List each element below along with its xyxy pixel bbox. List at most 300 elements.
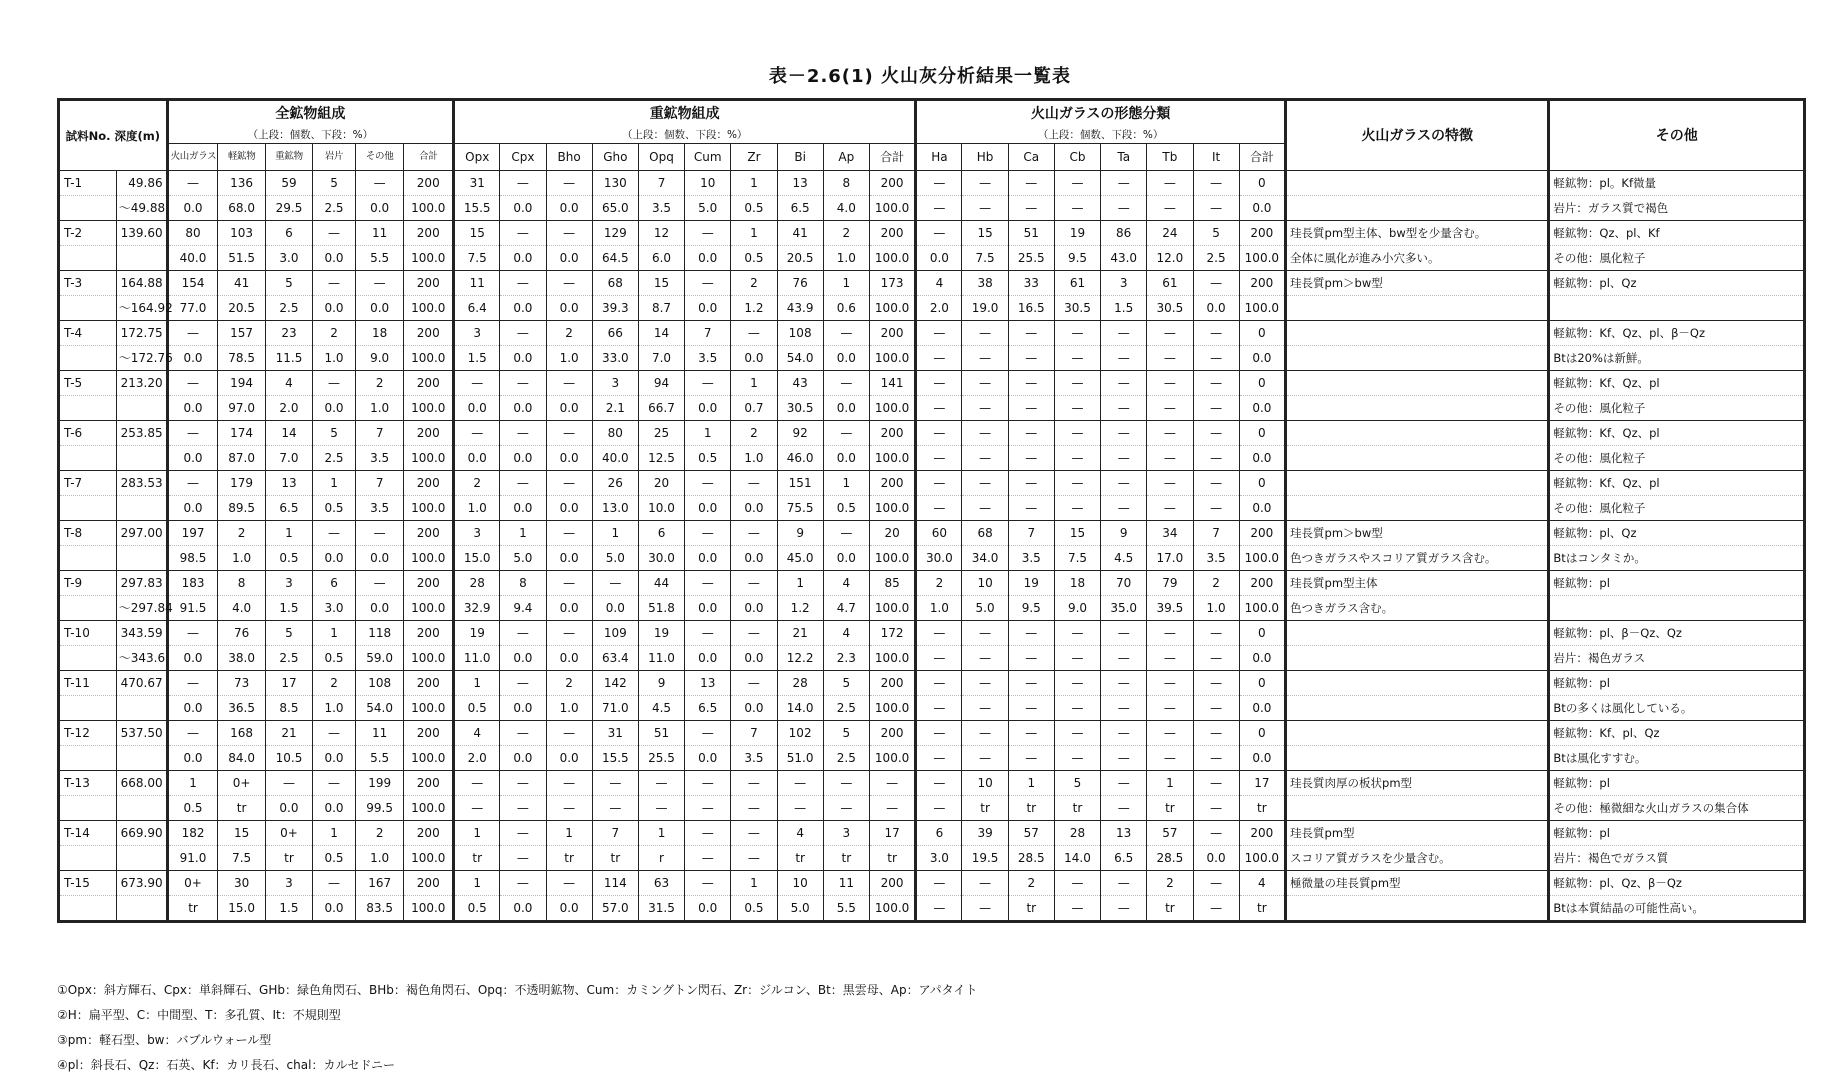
data-cell: 28.5 [1147,846,1193,871]
data-cell: 0.0 [355,296,404,321]
data-cell: 12 [638,221,684,246]
data-cell: — [685,521,731,546]
data-cell: — [265,771,312,796]
data-cell: 94 [638,371,684,396]
data-cell: — [500,771,546,796]
data-cell: — [962,721,1008,746]
data-cell: 16.5 [1008,296,1054,321]
data-cell: 6 [265,221,312,246]
data-cell: 2.5 [313,446,356,471]
data-cell: — [685,821,731,846]
data-cell: 7 [355,471,404,496]
data-cell: 14.0 [777,696,823,721]
data-cell: 7.5 [454,246,500,271]
data-cell: 59 [265,171,312,196]
data-cell: 5 [823,671,869,696]
data-cell: — [916,621,962,646]
data-cell: 7 [685,321,731,346]
data-cell: 92 [777,421,823,446]
data-cell: — [916,346,962,371]
data-cell: — [167,321,218,346]
data-cell: 0.5 [454,896,500,922]
data-cell: 100.0 [404,746,454,771]
data-cell: 0.0 [1239,646,1285,671]
data-cell: — [1054,446,1100,471]
glass-feature: 色つきガラス含む。 [1286,596,1549,621]
glass-feature [1286,646,1549,671]
data-cell: 12.5 [638,446,684,471]
data-cell: — [1147,621,1193,646]
other-note: 軽鉱物：pl、β－Qz、Qz [1549,621,1805,646]
data-cell: 54.0 [355,696,404,721]
data-cell: — [962,496,1008,521]
data-cell: 25 [638,421,684,446]
col-header-glass-3: Cb [1054,144,1100,171]
data-cell: 76 [218,621,265,646]
data-cell: 0.0 [546,296,592,321]
data-cell: — [1054,671,1100,696]
data-cell: 200 [404,771,454,796]
data-cell: 20 [638,471,684,496]
data-cell: 1.0 [1193,596,1239,621]
data-cell: — [1147,371,1193,396]
data-cell: 1 [638,821,684,846]
data-cell: 1.0 [731,446,777,471]
table-row [59,521,1805,546]
data-cell: 13.0 [592,496,638,521]
data-cell: — [1101,896,1147,922]
data-cell: 3 [1101,271,1147,296]
data-cell: 0.0 [167,346,218,371]
data-cell: 0.5 [731,246,777,271]
data-cell: — [546,521,592,546]
data-cell: 0.0 [1239,696,1285,721]
data-cell: 39.5 [1147,596,1193,621]
data-cell: 100.0 [869,646,915,671]
glass-feature [1286,346,1549,371]
glass-feature [1286,446,1549,471]
data-cell: — [1008,746,1054,771]
data-cell: 3.5 [355,446,404,471]
data-cell: 200 [869,171,915,196]
data-cell: — [685,371,731,396]
data-cell: 114 [592,871,638,896]
col-header-total-1: 軽鉱物 [218,144,265,171]
data-cell: — [355,171,404,196]
data-cell: 0.0 [167,746,218,771]
data-cell: 200 [404,421,454,446]
data-cell: 0.0 [167,646,218,671]
data-cell: 41 [218,271,265,296]
sample-id [59,196,117,221]
data-cell: — [1147,421,1193,446]
data-cell: 0.0 [1193,296,1239,321]
group-other-header: その他 [1549,100,1805,171]
depth-value: 213.20 [116,371,167,396]
table-row [59,546,1805,571]
data-cell: — [916,471,962,496]
data-cell: 9 [1101,521,1147,546]
data-cell: — [962,896,1008,922]
data-cell: — [1101,721,1147,746]
data-cell: — [1054,171,1100,196]
data-cell: 0.5 [313,646,356,671]
data-cell: — [823,321,869,346]
table-row [59,421,1805,446]
table-row [59,696,1805,721]
data-cell: 0.0 [500,296,546,321]
data-cell: — [500,471,546,496]
data-cell: 43.0 [1101,246,1147,271]
data-cell: — [1101,771,1147,796]
data-cell: 0.0 [167,696,218,721]
sample-id: T-10 [59,621,117,646]
data-cell: — [1101,621,1147,646]
data-cell: — [962,471,1008,496]
sample-id [59,646,117,671]
data-cell: 0.0 [1239,396,1285,421]
data-cell: 63 [638,871,684,896]
other-note [1549,596,1805,621]
data-cell: 0.5 [265,546,312,571]
data-cell: 44 [638,571,684,596]
data-cell: — [1054,746,1100,771]
data-cell: 19.0 [962,296,1008,321]
sample-id: T-13 [59,771,117,796]
data-cell: 0.0 [823,346,869,371]
data-cell: — [454,371,500,396]
data-cell: — [916,496,962,521]
data-cell: 100.0 [404,396,454,421]
data-cell: — [1101,421,1147,446]
data-cell: — [167,421,218,446]
table-row [59,621,1805,646]
data-cell: 1 [592,521,638,546]
data-cell: — [167,471,218,496]
data-cell: — [1054,696,1100,721]
data-cell: — [869,796,915,821]
data-cell: 84.0 [218,746,265,771]
data-cell: 2 [355,371,404,396]
other-note: 岩片：ガラス質で褐色 [1549,196,1805,221]
data-cell: — [916,396,962,421]
data-cell: 85 [869,571,915,596]
data-cell: 43 [777,371,823,396]
data-cell: 4 [265,371,312,396]
data-cell: — [1101,346,1147,371]
data-cell: — [1054,646,1100,671]
data-cell: — [500,421,546,446]
data-cell: 4 [777,821,823,846]
data-cell: 200 [404,571,454,596]
data-cell: 0.0 [546,596,592,621]
other-note: 軽鉱物：pl、Qz、β－Qz [1549,871,1805,896]
data-cell: — [1054,196,1100,221]
data-cell: 10.5 [265,746,312,771]
data-cell: 200 [404,371,454,396]
data-cell: — [916,646,962,671]
data-cell: 97.0 [218,396,265,421]
data-cell: 0.0 [313,746,356,771]
data-cell: 129 [592,221,638,246]
data-cell: 0.0 [167,446,218,471]
data-cell: 200 [404,271,454,296]
data-cell: 136 [218,171,265,196]
table-body [59,171,1805,922]
data-cell: 0 [1239,671,1285,696]
sample-id [59,396,117,421]
data-cell: 100.0 [404,696,454,721]
data-cell: — [1054,396,1100,421]
col-header-glass-6: It [1193,144,1239,171]
data-cell: — [1101,321,1147,346]
data-cell: 4 [823,621,869,646]
sample-id: T-12 [59,721,117,746]
data-cell: 31 [592,721,638,746]
data-cell: 100.0 [869,596,915,621]
data-cell: — [500,371,546,396]
data-cell: 5 [1193,221,1239,246]
data-cell: — [1193,696,1239,721]
sample-id [59,896,117,922]
data-cell: — [962,371,1008,396]
data-cell: — [1147,646,1193,671]
data-cell: — [1147,696,1193,721]
col-header-glass-7: 合計 [1239,144,1285,171]
data-cell: 66 [592,321,638,346]
data-cell: tr [1054,796,1100,821]
data-cell: — [1147,321,1193,346]
data-cell: — [1101,696,1147,721]
data-cell: — [1054,721,1100,746]
data-cell: 1 [167,771,218,796]
data-cell: 100.0 [404,596,454,621]
depth-value: ～164.92 [116,296,167,321]
data-cell: 0.0 [546,196,592,221]
data-cell: 100.0 [869,346,915,371]
data-cell: 0.0 [500,646,546,671]
data-cell: 1.0 [546,346,592,371]
data-cell: — [731,771,777,796]
depth-value: 470.67 [116,671,167,696]
data-cell: 10 [685,171,731,196]
data-cell: 9.0 [355,346,404,371]
data-cell: 2 [1193,571,1239,596]
data-cell: 63.4 [592,646,638,671]
data-cell: — [1054,496,1100,521]
data-cell: 30.0 [638,546,684,571]
data-cell: — [500,871,546,896]
data-cell: 51.5 [218,246,265,271]
sample-id [59,346,117,371]
data-cell: — [962,321,1008,346]
data-cell: 19 [454,621,500,646]
col-header-heavy-6: Zr [731,144,777,171]
data-cell: — [1008,321,1054,346]
data-cell: — [167,171,218,196]
data-cell: 91.5 [167,596,218,621]
data-cell: — [546,871,592,896]
data-cell: — [962,171,1008,196]
glass-feature: 極微量の珪長質pm型 [1286,871,1549,896]
data-cell: — [500,671,546,696]
data-cell: 7.5 [218,846,265,871]
data-cell: 1 [500,521,546,546]
col-header-glass-4: Ta [1101,144,1147,171]
data-cell: 0.0 [313,546,356,571]
table-row [59,896,1805,922]
data-cell: 200 [1239,521,1285,546]
depth-value [116,746,167,771]
data-cell: — [313,521,356,546]
data-cell: — [546,571,592,596]
data-cell: 0.0 [685,396,731,421]
data-cell: 200 [404,521,454,546]
heavy-sub-header: （上段：個数、下段：%） [454,127,916,144]
data-cell: 78.5 [218,346,265,371]
data-cell: 2 [1008,871,1054,896]
data-cell: — [638,771,684,796]
data-cell: — [962,746,1008,771]
data-cell: 1.0 [355,396,404,421]
data-cell: 0.0 [546,446,592,471]
glass-feature [1286,496,1549,521]
glass-feature: 色つきガラスやスコリア質ガラス含む。 [1286,546,1549,571]
data-cell: 3.5 [355,496,404,521]
data-cell: — [823,521,869,546]
data-cell: 5 [1054,771,1100,796]
data-cell: 11 [454,271,500,296]
data-cell: 1 [313,821,356,846]
data-cell: 2 [546,671,592,696]
data-cell: — [638,796,684,821]
depth-value: 343.59 [116,621,167,646]
data-cell: 34.0 [962,546,1008,571]
table-row [59,271,1805,296]
data-cell: 0.0 [500,396,546,421]
data-cell: 5.5 [823,896,869,922]
data-cell: 5.0 [777,896,823,922]
notes [57,978,977,1078]
data-cell: 5 [313,421,356,446]
sample-id [59,296,117,321]
data-cell: — [500,321,546,346]
data-cell: 13 [685,671,731,696]
data-cell: 2 [313,321,356,346]
depth-value: 139.60 [116,221,167,246]
data-cell: — [546,221,592,246]
sample-id [59,546,117,571]
sample-id [59,246,117,271]
table-row [59,496,1805,521]
data-cell: 0.0 [731,496,777,521]
data-cell: 9 [638,671,684,696]
col-header-heavy-2: Bho [546,144,592,171]
data-cell: — [1193,721,1239,746]
data-cell: — [731,521,777,546]
data-cell: — [313,371,356,396]
data-cell: 200 [1239,821,1285,846]
data-cell: 0.0 [500,746,546,771]
data-cell: 200 [404,871,454,896]
sample-id: T-8 [59,521,117,546]
data-cell: 0+ [167,871,218,896]
data-cell: 3.5 [731,746,777,771]
data-cell: 130 [592,171,638,196]
data-cell: 100.0 [869,296,915,321]
data-cell: 2 [454,471,500,496]
data-cell: — [1101,871,1147,896]
data-cell: — [1101,671,1147,696]
data-cell: — [546,371,592,396]
data-cell: 151 [777,471,823,496]
sample-id: T-2 [59,221,117,246]
data-cell: 1.0 [313,696,356,721]
data-cell: 2.5 [1193,246,1239,271]
data-cell: 76 [777,271,823,296]
data-cell: 3.5 [685,346,731,371]
data-cell: 2.0 [916,296,962,321]
data-cell: tr [869,846,915,871]
data-cell: 59.0 [355,646,404,671]
depth-value: 253.85 [116,421,167,446]
data-cell: 100.0 [1239,846,1285,871]
data-cell: — [916,746,962,771]
data-cell: 168 [218,721,265,746]
data-cell: tr [1239,896,1285,922]
glass-feature: 珪長質pm＞bw型 [1286,271,1549,296]
col-header-total-5: 合計 [404,144,454,171]
data-cell: 1.0 [313,346,356,371]
glass-feature: 珪長質pm型 [1286,821,1549,846]
data-cell: — [500,221,546,246]
glass-feature: 珪長質肉厚の板状pm型 [1286,771,1549,796]
col-header-heavy-5: Cum [685,144,731,171]
data-cell: 26 [592,471,638,496]
data-cell: 194 [218,371,265,396]
data-cell: 71.0 [592,696,638,721]
data-cell: — [731,846,777,871]
data-cell: — [731,621,777,646]
other-note: その他：風化粒子 [1549,396,1805,421]
data-cell: — [916,896,962,922]
data-cell: — [1054,896,1100,922]
data-cell: 10 [962,571,1008,596]
data-cell: 0.0 [500,446,546,471]
note-4: ④pl：斜長石、Qz：石英、Kf：カリ長石、chal：カルセドニー [57,1058,395,1072]
data-cell: 1 [265,521,312,546]
glass-feature [1286,721,1549,746]
data-cell: — [1008,171,1054,196]
data-cell: 28 [454,571,500,596]
glass-feature [1286,196,1549,221]
data-cell: 66.7 [638,396,684,421]
other-note: Btは風化すすむ。 [1549,746,1805,771]
data-cell: 87.0 [218,446,265,471]
data-cell: 86 [1101,221,1147,246]
data-cell: 68.0 [218,196,265,221]
data-cell: 0.0 [685,646,731,671]
data-cell: 33.0 [592,346,638,371]
sample-id [59,446,117,471]
data-cell: 100.0 [869,896,915,922]
depth-value: 297.00 [116,521,167,546]
col-header-heavy-0: Opx [454,144,500,171]
group-heavy-header: 重鉱物組成 [454,100,916,128]
data-cell: 5.0 [685,196,731,221]
data-cell: 51.0 [777,746,823,771]
sample-id: T-6 [59,421,117,446]
